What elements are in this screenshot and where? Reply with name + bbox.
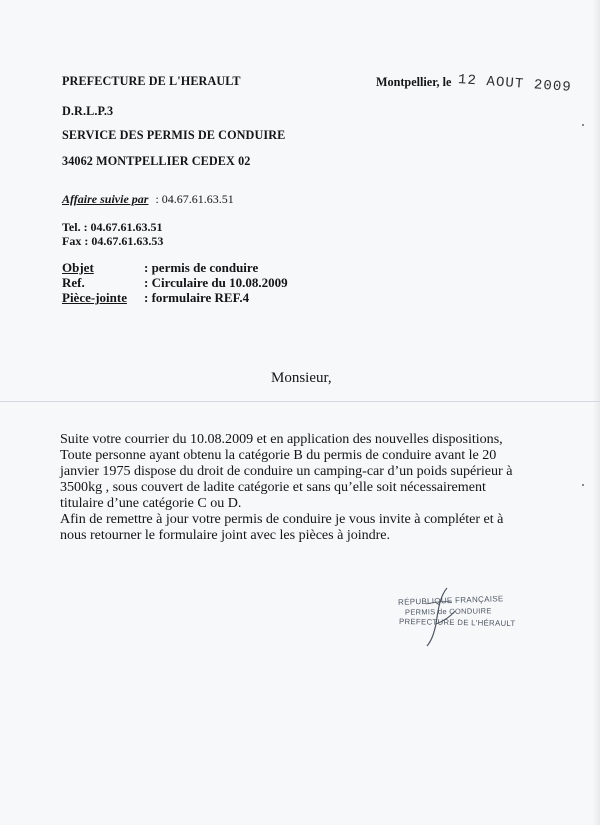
salutation: Monsieur,	[271, 370, 332, 386]
letter-line: nous retourner le formulaire joint avec les pièces à joindre.	[60, 527, 391, 543]
letter-line: Suite votre courrier du 10.08.2009 et en application des nouvelles dispositions,	[60, 431, 503, 447]
letter-body	[60, 431, 526, 543]
reference-label: Ref.	[62, 275, 85, 290]
page-shadow	[592, 0, 600, 825]
seal-line: PREFECTURE DE L'HÉRAULT	[398, 616, 516, 629]
letter-line: Afin de remettre à jour votre permis de conduire je vous invite à compléter et à	[60, 511, 504, 527]
reference-value: : permis de conduire	[144, 260, 259, 275]
seal-line: RÉPUBLIQUE FRANÇAISE	[397, 594, 504, 607]
affaire-value: : 04.67.61.63.51	[155, 192, 234, 206]
fold-line	[0, 401, 600, 402]
reference-value: : formulaire REF.4	[144, 290, 250, 305]
letter-line: Toute personne ayant obtenu la catégorie B du permis de conduire avant le 20	[60, 447, 497, 463]
letter-line: janvier 1975 dispose du droit de conduire un camping-car d’un poids supérieur à	[60, 463, 513, 479]
reference-label: Pièce-jointe	[62, 290, 127, 305]
official-seal	[394, 586, 516, 646]
fax: Fax : 04.67.61.63.53	[62, 234, 164, 248]
date-label: Montpellier, le	[376, 75, 452, 89]
affaire-line	[62, 192, 234, 207]
letter-line: titulaire d’une catégorie C ou D.	[60, 495, 242, 511]
reference-label: Objet	[62, 260, 94, 275]
page-dot	[582, 124, 584, 126]
address-line: 34062 MONTPELLIER CEDEX 02	[62, 154, 251, 168]
reference-value: : Circulaire du 10.08.2009	[144, 275, 288, 290]
organization-name: PREFECTURE DE L'HERAULT	[62, 74, 241, 88]
division-code: D.R.L.P.3	[62, 104, 114, 118]
date-stamp: 12 AOUT 2009	[457, 72, 573, 96]
service-name: SERVICE DES PERMIS DE CONDUIRE	[62, 128, 286, 142]
affaire-label: Affaire suivie par	[62, 192, 149, 206]
page-dot	[582, 484, 584, 486]
letter-line: 3500kg , sous couvert de ladite catégorie et sans qu’elle soit nécessairement	[60, 479, 486, 495]
telephone: Tel. : 04.67.61.63.51	[62, 220, 163, 234]
seal-line: PERMIS de CONDUIRE	[404, 606, 492, 617]
